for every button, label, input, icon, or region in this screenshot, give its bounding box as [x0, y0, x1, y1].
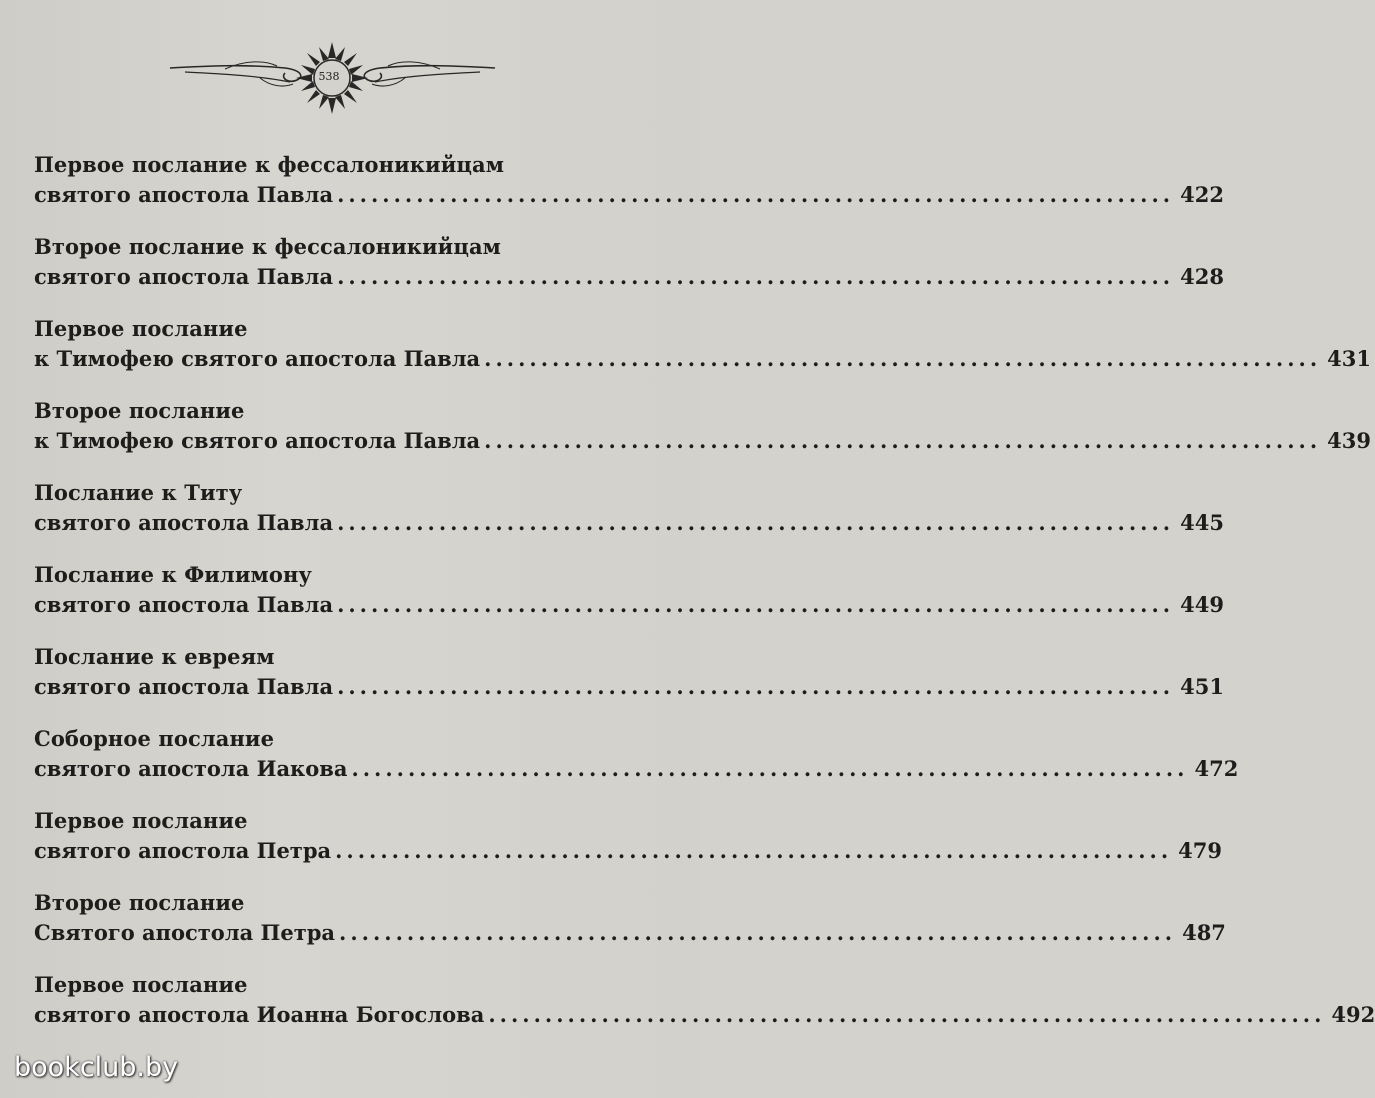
toc-entry	[34, 888, 1226, 970]
toc-entry	[34, 560, 1224, 642]
entry-title-text: святого апостола Павла	[34, 264, 334, 289]
toc-entry	[34, 478, 1224, 560]
entry-page-number: 428	[1180, 264, 1224, 289]
entry-title-line2	[34, 754, 1239, 784]
dot-leader: ..........................................................................	[337, 264, 1175, 289]
entry-title-line2	[34, 1000, 1375, 1030]
dot-leader: ..........................................................................	[488, 1002, 1326, 1027]
entry-title-line2	[34, 508, 1224, 538]
entry-page-number: 451	[1180, 674, 1224, 699]
entry-title-line1: Послание к евреям	[34, 644, 275, 669]
toc-entry	[34, 396, 1372, 478]
dot-leader: ..........................................................................	[484, 346, 1322, 371]
toc-entry	[34, 150, 1224, 232]
entry-page-number: 472	[1194, 756, 1239, 781]
entry-page-number: 431	[1327, 346, 1372, 371]
entry-title-text: святого апостола Павла	[34, 592, 334, 617]
entry-title-text: святого апостола Петра	[34, 838, 332, 863]
toc-entry	[34, 232, 1224, 314]
entry-title-text: святого апостола Павла	[34, 510, 334, 535]
entry-title-text: святого апостола Иакова	[34, 756, 348, 781]
entry-title-line1: Второе послание	[34, 398, 245, 423]
entry-page-number: 479	[1178, 838, 1222, 863]
entry-title-line2	[34, 918, 1226, 948]
entry-page-number: 439	[1327, 428, 1372, 453]
entry-title-line2	[34, 672, 1224, 702]
toc-entry	[34, 314, 1372, 396]
entry-title-line1: Соборное послание	[34, 726, 275, 751]
toc-entry	[34, 724, 1239, 806]
entry-title-line1: Второе послание	[34, 890, 245, 915]
entry-title-line1: Первое послание к фессалоникийцам	[34, 152, 505, 177]
entry-page-number: 422	[1180, 182, 1224, 207]
entry-title-line1: Послание к Титу	[34, 480, 243, 505]
entry-title-line2	[34, 590, 1224, 620]
entry-page-number: 487	[1182, 920, 1226, 945]
dot-leader: ..........................................................................	[337, 510, 1175, 535]
entry-title-text: Святого апостола Петра	[34, 920, 336, 945]
entry-title-line1: Первое послание	[34, 316, 248, 341]
watermark: bookclub.by	[14, 1052, 179, 1083]
dot-leader: ..........................................................................	[337, 182, 1175, 207]
entry-title-text: святого апостола Павла	[34, 182, 334, 207]
dot-leader: ..........................................................................	[339, 920, 1177, 945]
entry-title-text: к Тимофею святого апостола Павла	[34, 346, 481, 371]
entry-title-line1: Первое послание	[34, 972, 248, 997]
entry-title-line2	[34, 836, 1222, 866]
dot-leader: ..........................................................................	[351, 756, 1189, 781]
table-of-contents	[34, 150, 1375, 1052]
entry-page-number: 492	[1331, 1002, 1375, 1027]
dot-leader: ..........................................................................	[335, 838, 1173, 863]
page-number: 538	[318, 70, 340, 83]
toc-entry	[34, 970, 1375, 1052]
entry-title-text: святого апостола Иоанна Богослова	[34, 1002, 485, 1027]
dot-leader: ..........................................................................	[484, 428, 1322, 453]
toc-entry	[34, 642, 1224, 724]
dot-leader: ..........................................................................	[337, 674, 1175, 699]
entry-title-line1: Второе послание к фессалоникийцам	[34, 234, 502, 259]
entry-title-line2	[34, 344, 1372, 374]
dot-leader: ..........................................................................	[337, 592, 1175, 617]
toc-entry	[34, 806, 1222, 888]
entry-page-number: 449	[1180, 592, 1224, 617]
entry-title-text: к Тимофею святого апостола Павла	[34, 428, 481, 453]
entry-title-text: святого апостола Павла	[34, 674, 334, 699]
entry-title-line2	[34, 262, 1224, 292]
entry-title-line2	[34, 180, 1224, 210]
entry-title-line1: Послание к Филимону	[34, 562, 312, 587]
entry-page-number: 445	[1180, 510, 1224, 535]
entry-title-line2	[34, 426, 1372, 456]
entry-title-line1: Первое послание	[34, 808, 248, 833]
